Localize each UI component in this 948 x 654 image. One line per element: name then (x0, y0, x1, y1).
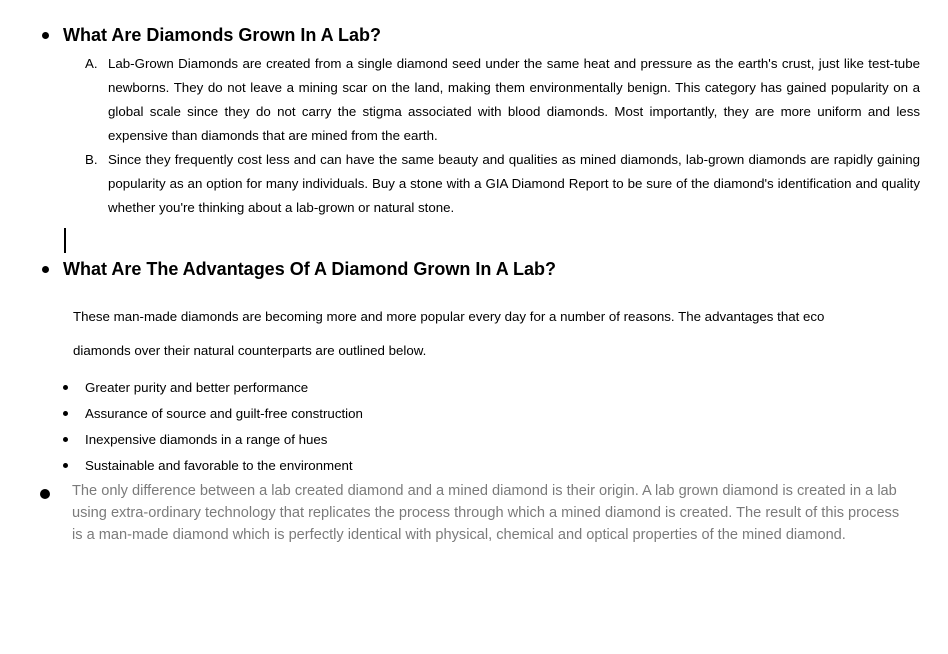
intro-line-1: These man-made diamonds are becoming more and more popular every day for a number of reasons. The advantages that eco (73, 309, 825, 324)
advantages-list (63, 374, 363, 478)
paragraph-b: Since they frequently cost less and can have the same beauty and qualities as mined diamonds, lab-grown diamonds are rapidly gaining popularity as an option for many individuals. Buy a stone with a GIA Diamond Report to be sure of the diamond's identification and quality whether you're thinking about a lab-grown or natural stone. (108, 152, 920, 215)
bullet-icon (40, 489, 50, 499)
intro-line-2: diamonds over their natural counterparts are outlined below. (73, 343, 427, 358)
text-cursor (64, 228, 66, 253)
section1-heading: What Are Diamonds Grown In A Lab? (63, 25, 382, 45)
bullet-icon (63, 411, 68, 416)
section2-heading: What Are The Advantages Of A Diamond Grown In A Lab? (63, 259, 557, 279)
list-marker-a: A. (85, 56, 98, 71)
list-item-b (85, 148, 920, 220)
lettered-list (85, 52, 920, 220)
list-item (63, 452, 363, 478)
note-paragraph: The only difference between a lab created diamond and a mined diamond is their origin. A lab grown diamond is created in a lab using extra-ordinary technology that replicates the process through which a mined diamond is created. The result of this process is a man-made diamond which is perfectly identical with physical, chemical and optical properties of the mined diamond. (72, 483, 900, 543)
list-item-label: Sustainable and favorable to the environment (85, 457, 353, 473)
intro-paragraph (73, 300, 933, 368)
bullet-icon (42, 32, 49, 39)
note-item (40, 480, 910, 546)
list-item-a (85, 52, 920, 148)
list-item (63, 426, 363, 452)
list-item-label: Assurance of source and guilt-free construction (85, 405, 363, 421)
bullet-icon (63, 463, 68, 468)
list-item (63, 400, 363, 426)
paragraph-a: Lab-Grown Diamonds are created from a single diamond seed under the same heat and pressure as the earth's crust, just like test-tube newborns. They do not leave a mining scar on the land, making them environmentally benign. This category has gained popularity on a global scale since they do not carry the stigma associated with blood diamonds. Most importantly, they are more uniform and less expensive than diamonds that are mined from the earth. (108, 56, 920, 143)
bullet-icon (63, 385, 68, 390)
section1-heading-row (42, 24, 381, 46)
list-item-label: Inexpensive diamonds in a range of hues (85, 431, 328, 447)
list-item (63, 374, 363, 400)
bullet-icon (63, 437, 68, 442)
list-marker-b: B. (85, 152, 98, 167)
bullet-icon (42, 266, 49, 273)
section2-heading-row (42, 258, 556, 280)
list-item-label: Greater purity and better performance (85, 379, 309, 395)
